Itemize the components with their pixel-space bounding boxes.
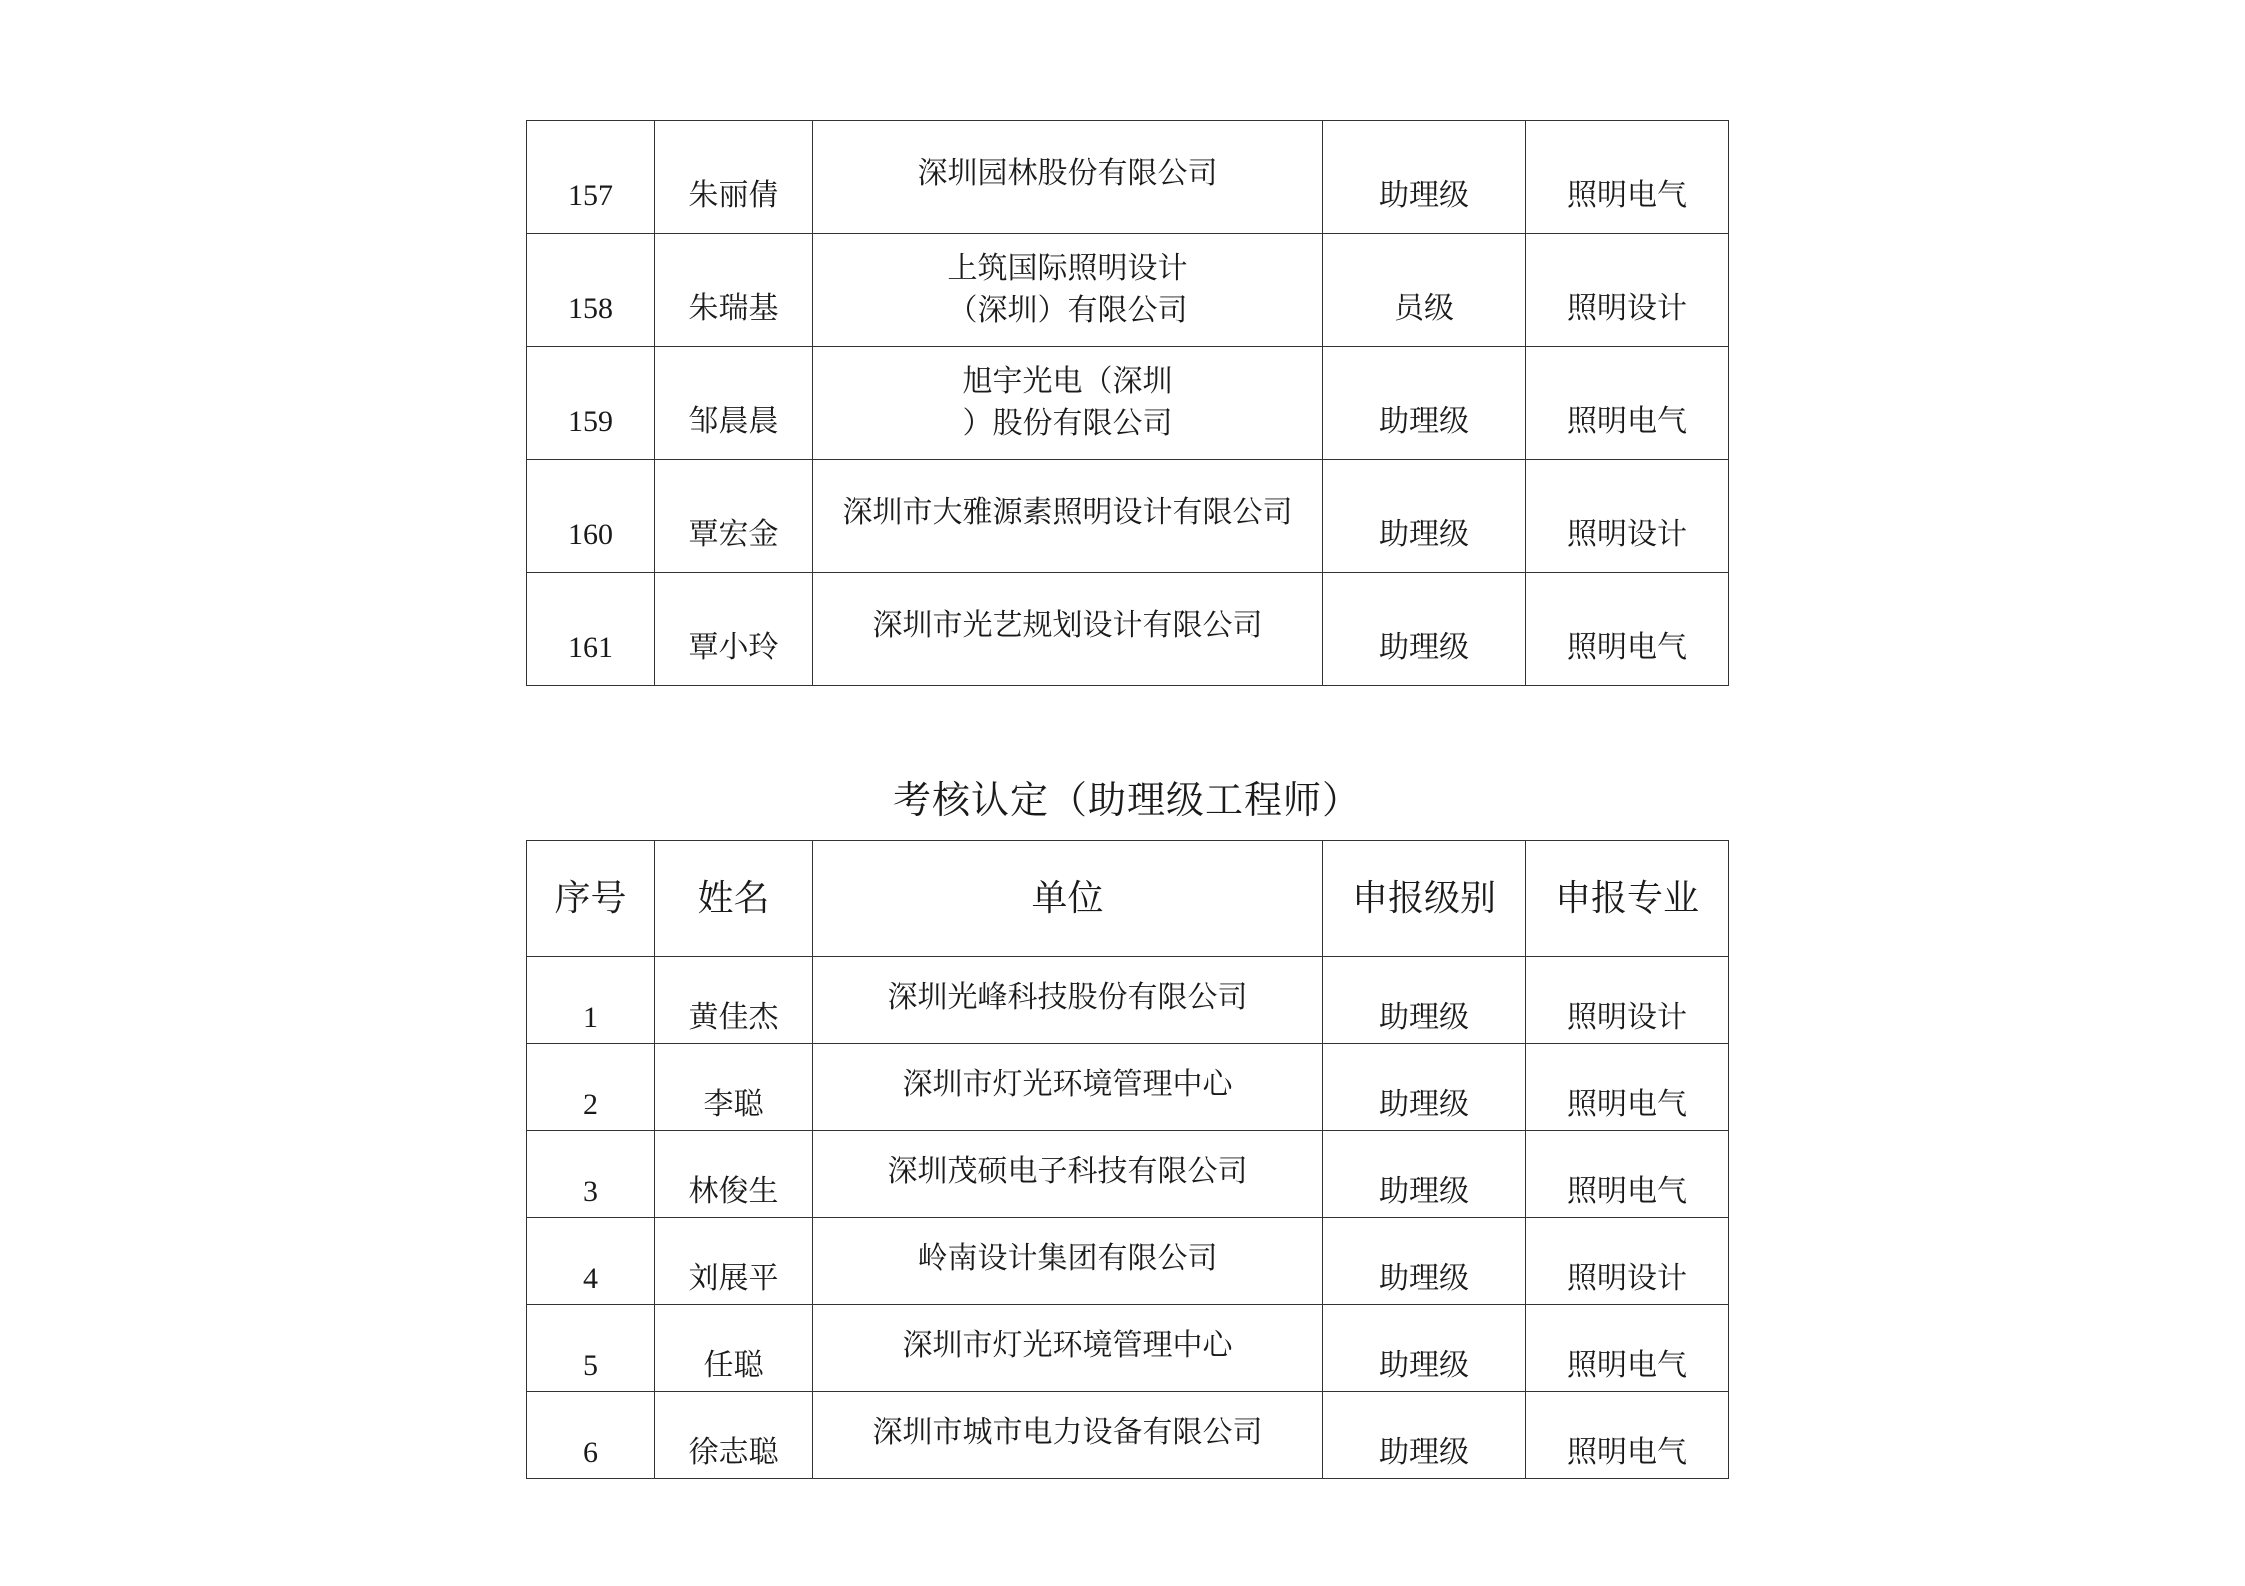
name-cell [655,460,813,573]
name-cell [655,347,813,460]
apply-major: 照明电气 [1567,404,1687,439]
header-unit-cell [813,841,1323,957]
unit-name: 深圳市灯光环境管理中心 [902,1067,1233,1102]
level-cell [1323,234,1526,347]
apply-level: 助理级 [1379,178,1469,213]
applicant-name: 覃小玲 [688,630,779,665]
header-name: 姓名 [697,878,770,919]
apply-major: 照明设计 [1567,1261,1687,1296]
row-number-cell [527,573,655,686]
unit-cell [813,347,1323,460]
unit-cell [813,1305,1323,1392]
name-cell [655,234,813,347]
applicant-name: 邹晨晨 [688,404,779,439]
table-row [527,1131,1729,1218]
row-number-cell [527,1131,655,1218]
row-number-cell [527,347,655,460]
level-cell [1323,1392,1526,1479]
unit-cell [813,121,1323,234]
unit-name-line-1: 上筑国际照明设计 [947,251,1188,286]
apply-level: 助理级 [1379,1435,1469,1470]
unit-name-line-2: （深圳）有限公司 [947,293,1188,328]
unit-name: 深圳园林股份有限公司 [917,156,1218,191]
level-cell [1323,957,1526,1044]
apply-level: 助理级 [1379,1261,1469,1296]
applicant-name: 李聪 [703,1087,764,1122]
level-cell [1323,573,1526,686]
row-number: 2 [583,1088,598,1121]
row-number-cell [527,234,655,347]
table-row [527,460,1729,573]
row-number: 1 [583,1001,598,1034]
major-cell [1526,957,1729,1044]
applicant-name: 刘展平 [688,1261,779,1296]
level-cell [1323,1044,1526,1131]
header-unit: 单位 [1031,878,1104,919]
table-row [527,573,1729,686]
table-row [527,234,1729,347]
unit-cell [813,460,1323,573]
unit-name: 深圳市城市电力设备有限公司 [872,1415,1263,1450]
apply-level: 助理级 [1379,630,1469,665]
row-number-cell [527,957,655,1044]
level-cell [1323,1305,1526,1392]
major-cell [1526,1131,1729,1218]
unit-name: 深圳茂硕电子科技有限公司 [887,1154,1248,1189]
row-number: 160 [568,518,613,551]
apply-level: 助理级 [1379,1087,1469,1122]
major-cell [1526,1218,1729,1305]
apply-major: 照明设计 [1567,291,1687,326]
header-name-cell [655,841,813,957]
row-number: 4 [583,1262,598,1295]
apply-major: 照明电气 [1567,1087,1687,1122]
unit-name: 深圳市光艺规划设计有限公司 [872,608,1263,643]
unit-name [813,248,1322,332]
unit-cell [813,573,1323,686]
table-row [527,1392,1729,1479]
row-number-cell [527,460,655,573]
name-cell [655,121,813,234]
header-major: 申报专业 [1554,878,1699,919]
row-number: 5 [583,1349,598,1382]
level-cell [1323,121,1526,234]
section-title: 考核认定（助理级工程师） [892,778,1361,822]
row-number-cell [527,1218,655,1305]
name-cell [655,957,813,1044]
row-number-cell [527,1044,655,1131]
header-number-cell [527,841,655,957]
major-cell [1526,1392,1729,1479]
unit-name [813,361,1322,445]
apply-major: 照明设计 [1567,517,1687,552]
apply-major: 照明电气 [1567,630,1687,665]
row-number: 158 [568,292,613,325]
applicant-name: 朱丽倩 [688,178,779,213]
major-cell [1526,1305,1729,1392]
row-number: 159 [568,405,613,438]
unit-cell [813,1218,1323,1305]
apply-level: 助理级 [1379,517,1469,552]
name-cell [655,1392,813,1479]
level-cell [1323,1131,1526,1218]
major-cell [1526,1044,1729,1131]
unit-name: 深圳市灯光环境管理中心 [902,1328,1233,1363]
unit-cell [813,1392,1323,1479]
row-number: 161 [568,631,613,664]
table-row [527,347,1729,460]
table-row [527,1305,1729,1392]
unit-name: 深圳市大雅源素照明设计有限公司 [842,495,1293,530]
applicant-name: 朱瑞基 [688,291,779,326]
row-number-cell [527,121,655,234]
applicant-name: 覃宏金 [688,517,779,552]
unit-cell [813,1044,1323,1131]
header-major-cell [1526,841,1729,957]
apply-level: 员级 [1394,291,1454,326]
apply-major: 照明设计 [1567,1000,1687,1035]
major-cell [1526,347,1729,460]
applicant-name: 徐志聪 [688,1435,779,1470]
applicant-name: 黄佳杰 [688,1000,779,1035]
level-cell [1323,1218,1526,1305]
applicant-table-continued [526,120,1729,686]
unit-name-line-2: ）股份有限公司 [962,406,1173,441]
apply-major: 照明电气 [1567,1348,1687,1383]
unit-cell [813,1131,1323,1218]
apply-major: 照明电气 [1567,1435,1687,1470]
row-number: 6 [583,1436,598,1469]
row-number-cell [527,1305,655,1392]
table-row [527,121,1729,234]
table-row [527,1218,1729,1305]
row-number: 3 [583,1175,598,1208]
assistant-engineer-table [526,840,1729,1479]
apply-major: 照明电气 [1567,1174,1687,1209]
apply-level: 助理级 [1379,1000,1469,1035]
unit-name-line-1: 旭宇光电（深圳 [962,364,1173,399]
name-cell [655,1218,813,1305]
table-row [527,1044,1729,1131]
unit-name: 岭南设计集团有限公司 [917,1241,1218,1276]
name-cell [655,1305,813,1392]
applicant-name: 林俊生 [688,1174,779,1209]
header-level: 申报级别 [1351,878,1496,919]
unit-name: 深圳光峰科技股份有限公司 [887,980,1248,1015]
table-header-row [527,841,1729,957]
table-row [527,957,1729,1044]
major-cell [1526,460,1729,573]
major-cell [1526,234,1729,347]
apply-level: 助理级 [1379,404,1469,439]
level-cell [1323,460,1526,573]
header-number: 序号 [554,878,627,919]
applicant-name: 任聪 [703,1348,764,1383]
unit-cell [813,957,1323,1044]
unit-cell [813,234,1323,347]
row-number-cell [527,1392,655,1479]
name-cell [655,573,813,686]
apply-major: 照明电气 [1567,178,1687,213]
header-level-cell [1323,841,1526,957]
apply-level: 助理级 [1379,1348,1469,1383]
row-number: 157 [568,179,613,212]
name-cell [655,1131,813,1218]
level-cell [1323,347,1526,460]
major-cell [1526,573,1729,686]
major-cell [1526,121,1729,234]
name-cell [655,1044,813,1131]
apply-level: 助理级 [1379,1174,1469,1209]
